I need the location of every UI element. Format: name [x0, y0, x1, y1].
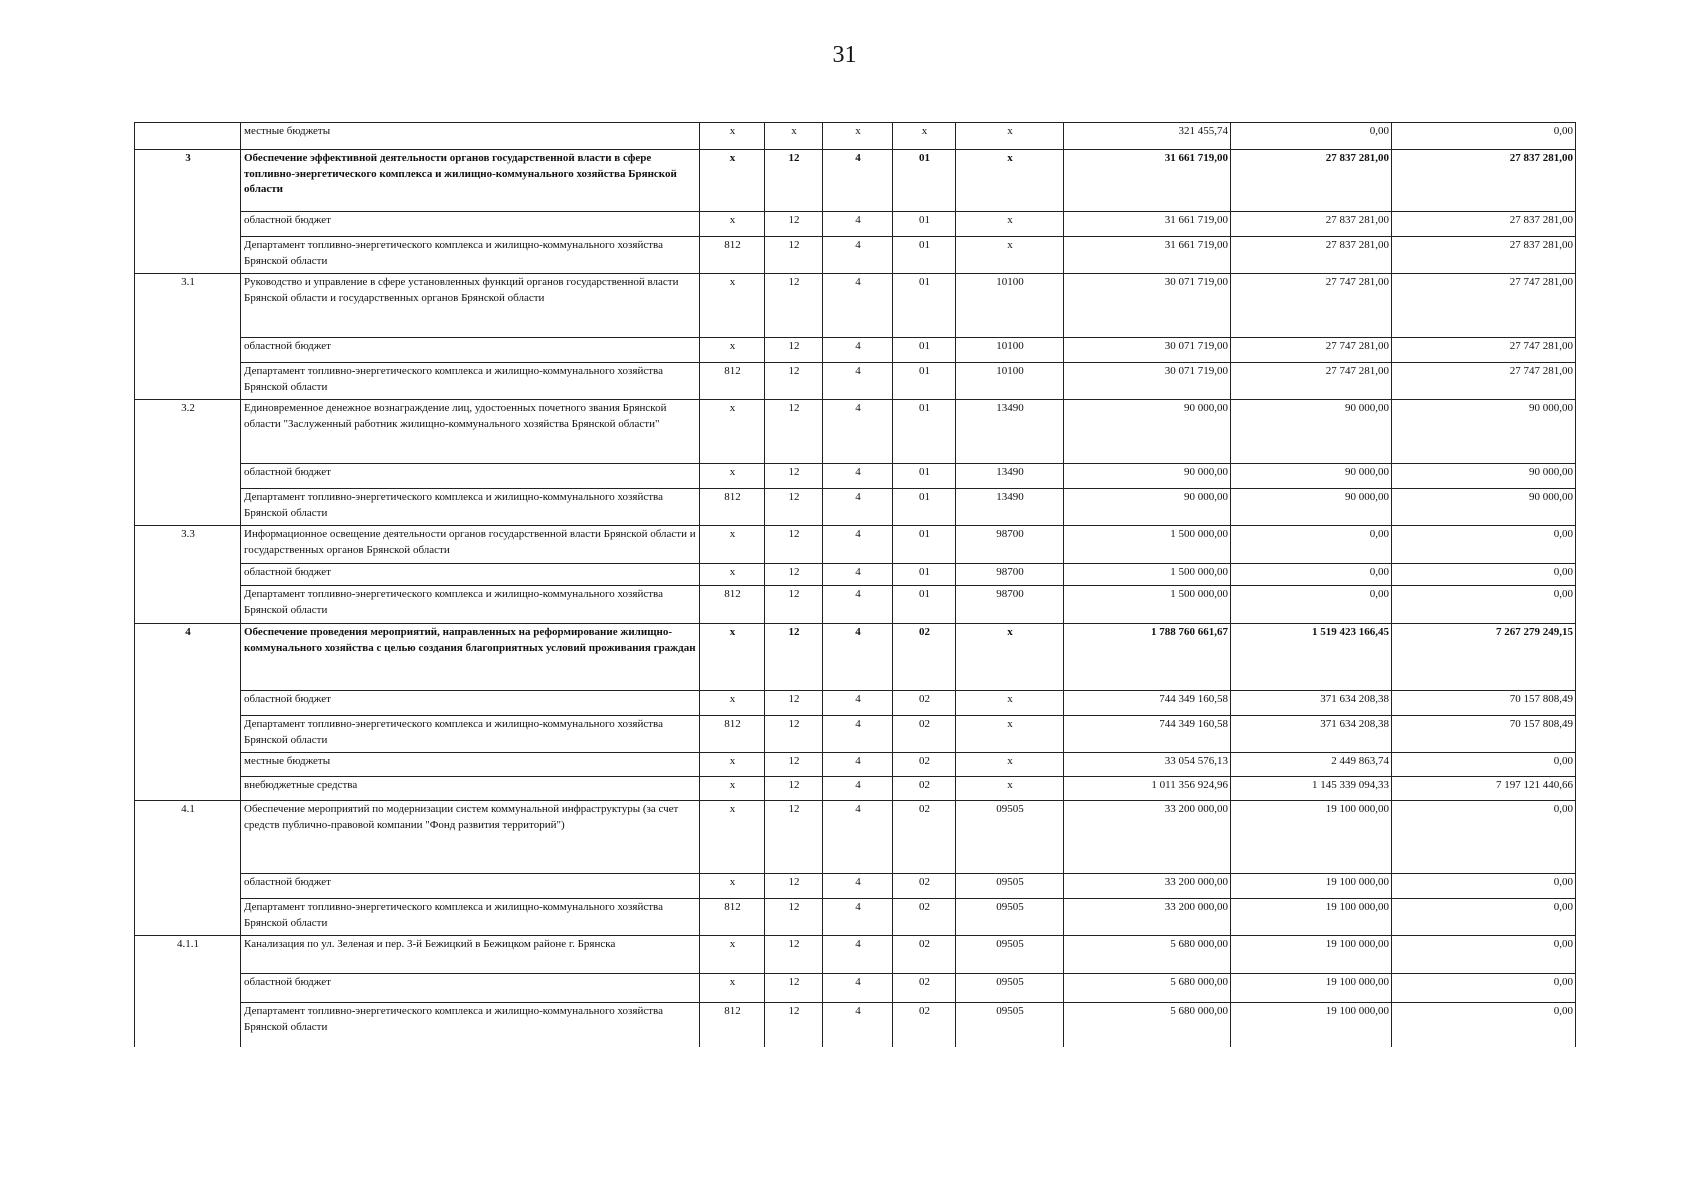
table-row: [135, 212, 1576, 237]
row-name: Обеспечение эффективной деятельности органов государственной власти в сфере топливно-энергетического комплекса и жилищно-коммунального хозяйства Брянской области: [241, 150, 700, 212]
code-gov: x: [700, 777, 765, 801]
amount-year-3: 0,00: [1392, 936, 1576, 974]
code-subprogram: 01: [893, 489, 956, 526]
code-subprogram: 01: [893, 274, 956, 338]
row-name: Канализация по ул. Зеленая и пер. 3-й Бежицкий в Бежицком районе г. Брянска: [241, 936, 700, 974]
code-direction: 98700: [956, 526, 1064, 564]
amount-year-2: 19 100 000,00: [1231, 1003, 1392, 1047]
code-program: 4: [823, 400, 893, 464]
code-program: 4: [823, 464, 893, 489]
amount-year-3: 70 157 808,49: [1392, 691, 1576, 716]
row-number: 3.2: [135, 400, 241, 464]
row-number: 4.1.1: [135, 936, 241, 974]
code-gov: x: [700, 123, 765, 150]
code-subprogram: 01: [893, 363, 956, 400]
code-section: 12: [765, 237, 823, 274]
amount-year-3: 7 197 121 440,66: [1392, 777, 1576, 801]
table-row: [135, 150, 1576, 212]
row-number: [135, 691, 241, 716]
code-section: 12: [765, 363, 823, 400]
code-direction: x: [956, 777, 1064, 801]
table-row: [135, 874, 1576, 899]
row-name: областной бюджет: [241, 338, 700, 363]
row-name: Департамент топливно-энергетического комплекса и жилищно-коммунального хозяйства Брянской области: [241, 363, 700, 400]
amount-year-3: 27 747 281,00: [1392, 363, 1576, 400]
amount-year-1: 90 000,00: [1064, 464, 1231, 489]
code-section: 12: [765, 874, 823, 899]
row-name: Департамент топливно-энергетического комплекса и жилищно-коммунального хозяйства Брянской области: [241, 1003, 700, 1047]
amount-year-1: 31 661 719,00: [1064, 150, 1231, 212]
code-direction: 10100: [956, 274, 1064, 338]
code-program: 4: [823, 899, 893, 936]
amount-year-1: 31 661 719,00: [1064, 237, 1231, 274]
code-program: 4: [823, 753, 893, 777]
code-subprogram: 01: [893, 212, 956, 237]
table-row: [135, 274, 1576, 338]
row-name: местные бюджеты: [241, 123, 700, 150]
amount-year-2: 27 747 281,00: [1231, 274, 1392, 338]
row-number: [135, 564, 241, 586]
code-section: 12: [765, 400, 823, 464]
code-subprogram: 01: [893, 338, 956, 363]
table-row: [135, 936, 1576, 974]
code-section: 12: [765, 338, 823, 363]
code-direction: 98700: [956, 586, 1064, 624]
code-subprogram: 02: [893, 936, 956, 974]
code-direction: 09505: [956, 801, 1064, 874]
table-row: [135, 363, 1576, 400]
code-direction: 09505: [956, 899, 1064, 936]
code-direction: 09505: [956, 874, 1064, 899]
row-name: Департамент топливно-энергетического комплекса и жилищно-коммунального хозяйства Брянской области: [241, 716, 700, 753]
amount-year-2: 0,00: [1231, 123, 1392, 150]
code-program: 4: [823, 801, 893, 874]
code-section: 12: [765, 274, 823, 338]
code-subprogram: 02: [893, 753, 956, 777]
amount-year-1: 33 200 000,00: [1064, 899, 1231, 936]
table-row: [135, 801, 1576, 874]
code-section: 12: [765, 777, 823, 801]
code-program: 4: [823, 150, 893, 212]
amount-year-1: 744 349 160,58: [1064, 691, 1231, 716]
budget-table: [134, 122, 1576, 1047]
table-row: [135, 716, 1576, 753]
code-direction: 09505: [956, 974, 1064, 1003]
code-program: 4: [823, 526, 893, 564]
row-number: [135, 123, 241, 150]
code-section: 12: [765, 212, 823, 237]
row-name: Информационное освещение деятельности органов государственной власти Брянской области и государственных органов Брянской области: [241, 526, 700, 564]
code-direction: x: [956, 753, 1064, 777]
table-row: [135, 338, 1576, 363]
row-number: 3: [135, 150, 241, 212]
code-subprogram: 01: [893, 237, 956, 274]
code-section: 12: [765, 586, 823, 624]
amount-year-3: 27 837 281,00: [1392, 212, 1576, 237]
table-row: [135, 974, 1576, 1003]
code-section: 12: [765, 899, 823, 936]
code-subprogram: 01: [893, 400, 956, 464]
amount-year-3: 0,00: [1392, 526, 1576, 564]
amount-year-3: 0,00: [1392, 974, 1576, 1003]
code-subprogram: 01: [893, 150, 956, 212]
code-subprogram: x: [893, 123, 956, 150]
table-row: [135, 1003, 1576, 1047]
row-name: областной бюджет: [241, 564, 700, 586]
page-number: 31: [832, 42, 857, 68]
amount-year-3: 0,00: [1392, 564, 1576, 586]
code-program: 4: [823, 363, 893, 400]
amount-year-2: 19 100 000,00: [1231, 801, 1392, 874]
code-gov: 812: [700, 716, 765, 753]
row-name: Департамент топливно-энергетического комплекса и жилищно-коммунального хозяйства Брянской области: [241, 237, 700, 274]
table-row: [135, 624, 1576, 691]
amount-year-3: 0,00: [1392, 899, 1576, 936]
row-number: [135, 363, 241, 400]
amount-year-2: 1 145 339 094,33: [1231, 777, 1392, 801]
table-row: [135, 691, 1576, 716]
amount-year-2: 90 000,00: [1231, 464, 1392, 489]
amount-year-3: 90 000,00: [1392, 400, 1576, 464]
code-gov: x: [700, 691, 765, 716]
code-section: 12: [765, 936, 823, 974]
code-direction: x: [956, 212, 1064, 237]
table-row: [135, 753, 1576, 777]
amount-year-1: 31 661 719,00: [1064, 212, 1231, 237]
code-direction: 10100: [956, 338, 1064, 363]
row-number: [135, 212, 241, 237]
amount-year-3: 0,00: [1392, 123, 1576, 150]
code-gov: x: [700, 274, 765, 338]
code-direction: x: [956, 716, 1064, 753]
table-row: [135, 564, 1576, 586]
code-program: 4: [823, 974, 893, 1003]
amount-year-1: 90 000,00: [1064, 489, 1231, 526]
code-section: 12: [765, 564, 823, 586]
code-program: 4: [823, 716, 893, 753]
code-subprogram: 02: [893, 1003, 956, 1047]
code-direction: 13490: [956, 489, 1064, 526]
code-direction: x: [956, 624, 1064, 691]
code-direction: x: [956, 150, 1064, 212]
amount-year-1: 33 200 000,00: [1064, 874, 1231, 899]
code-section: 12: [765, 691, 823, 716]
code-direction: 10100: [956, 363, 1064, 400]
amount-year-1: 1 500 000,00: [1064, 586, 1231, 624]
amount-year-3: 0,00: [1392, 1003, 1576, 1047]
amount-year-3: 7 267 279 249,15: [1392, 624, 1576, 691]
code-gov: 812: [700, 363, 765, 400]
row-number: [135, 899, 241, 936]
code-gov: 812: [700, 489, 765, 526]
code-subprogram: 02: [893, 716, 956, 753]
amount-year-3: 0,00: [1392, 874, 1576, 899]
row-name: Департамент топливно-энергетического комплекса и жилищно-коммунального хозяйства Брянской области: [241, 586, 700, 624]
code-subprogram: 02: [893, 801, 956, 874]
amount-year-1: 321 455,74: [1064, 123, 1231, 150]
row-name: Обеспечение мероприятий по модернизации систем коммунальной инфраструктуры (за счет средств публично-правовой компании "Фонд развития территорий"): [241, 801, 700, 874]
code-subprogram: 02: [893, 624, 956, 691]
amount-year-1: 5 680 000,00: [1064, 974, 1231, 1003]
code-gov: x: [700, 874, 765, 899]
amount-year-1: 1 788 760 661,67: [1064, 624, 1231, 691]
code-section: 12: [765, 526, 823, 564]
amount-year-1: 744 349 160,58: [1064, 716, 1231, 753]
amount-year-1: 30 071 719,00: [1064, 363, 1231, 400]
amount-year-1: 1 500 000,00: [1064, 526, 1231, 564]
row-name: областной бюджет: [241, 212, 700, 237]
code-program: 4: [823, 338, 893, 363]
amount-year-2: 27 747 281,00: [1231, 363, 1392, 400]
row-number: 3.3: [135, 526, 241, 564]
code-gov: x: [700, 212, 765, 237]
code-section: 12: [765, 753, 823, 777]
row-name: Единовременное денежное вознаграждение лиц, удостоенных почетного звания Брянской области "Заслуженный работник жилищно-коммунального хозяйства Брянской области": [241, 400, 700, 464]
code-subprogram: 01: [893, 464, 956, 489]
table-row: [135, 464, 1576, 489]
row-name: областной бюджет: [241, 464, 700, 489]
amount-year-2: 0,00: [1231, 586, 1392, 624]
code-direction: x: [956, 691, 1064, 716]
code-section: x: [765, 123, 823, 150]
code-section: 12: [765, 716, 823, 753]
amount-year-1: 1 011 356 924,96: [1064, 777, 1231, 801]
amount-year-2: 0,00: [1231, 564, 1392, 586]
table-row: [135, 586, 1576, 624]
table-row: [135, 526, 1576, 564]
row-name: Департамент топливно-энергетического комплекса и жилищно-коммунального хозяйства Брянской области: [241, 489, 700, 526]
row-number: 4: [135, 624, 241, 691]
table-row: [135, 123, 1576, 150]
code-gov: x: [700, 624, 765, 691]
code-direction: x: [956, 123, 1064, 150]
code-section: 12: [765, 624, 823, 691]
amount-year-2: 0,00: [1231, 526, 1392, 564]
amount-year-3: 90 000,00: [1392, 464, 1576, 489]
amount-year-1: 30 071 719,00: [1064, 274, 1231, 338]
code-program: 4: [823, 489, 893, 526]
code-gov: x: [700, 936, 765, 974]
amount-year-2: 27 837 281,00: [1231, 237, 1392, 274]
row-number: [135, 338, 241, 363]
table-row: [135, 489, 1576, 526]
row-name: местные бюджеты: [241, 753, 700, 777]
amount-year-2: 19 100 000,00: [1231, 936, 1392, 974]
row-name: областной бюджет: [241, 874, 700, 899]
row-number: [135, 777, 241, 801]
code-direction: 13490: [956, 400, 1064, 464]
code-section: 12: [765, 464, 823, 489]
amount-year-3: 70 157 808,49: [1392, 716, 1576, 753]
amount-year-3: 0,00: [1392, 586, 1576, 624]
code-subprogram: 02: [893, 777, 956, 801]
row-number: [135, 874, 241, 899]
code-direction: 13490: [956, 464, 1064, 489]
amount-year-3: 90 000,00: [1392, 489, 1576, 526]
code-section: 12: [765, 1003, 823, 1047]
code-subprogram: 02: [893, 974, 956, 1003]
code-program: x: [823, 123, 893, 150]
amount-year-2: 19 100 000,00: [1231, 974, 1392, 1003]
code-section: 12: [765, 489, 823, 526]
amount-year-2: 371 634 208,38: [1231, 691, 1392, 716]
code-gov: x: [700, 338, 765, 363]
amount-year-3: 27 747 281,00: [1392, 338, 1576, 363]
table-row: [135, 237, 1576, 274]
row-name: областной бюджет: [241, 974, 700, 1003]
row-number: [135, 464, 241, 489]
amount-year-2: 90 000,00: [1231, 489, 1392, 526]
amount-year-2: 27 837 281,00: [1231, 212, 1392, 237]
code-gov: 812: [700, 899, 765, 936]
row-name: внебюджетные средства: [241, 777, 700, 801]
code-section: 12: [765, 974, 823, 1003]
row-name: областной бюджет: [241, 691, 700, 716]
row-name: Руководство и управление в сфере установленных функций органов государственной власти Брянской области и государственных органов Брянской области: [241, 274, 700, 338]
code-program: 4: [823, 874, 893, 899]
code-gov: x: [700, 564, 765, 586]
amount-year-2: 27 837 281,00: [1231, 150, 1392, 212]
code-program: 4: [823, 777, 893, 801]
code-gov: x: [700, 801, 765, 874]
code-direction: x: [956, 237, 1064, 274]
code-subprogram: 02: [893, 874, 956, 899]
amount-year-1: 30 071 719,00: [1064, 338, 1231, 363]
code-gov: x: [700, 526, 765, 564]
amount-year-2: 2 449 863,74: [1231, 753, 1392, 777]
code-gov: x: [700, 753, 765, 777]
amount-year-1: 5 680 000,00: [1064, 936, 1231, 974]
row-number: 3.1: [135, 274, 241, 338]
row-name: Обеспечение проведения мероприятий, направленных на реформирование жилищно-коммунального хозяйства с целью создания благоприятных условий проживания граждан: [241, 624, 700, 691]
row-number: [135, 489, 241, 526]
code-program: 4: [823, 212, 893, 237]
code-program: 4: [823, 586, 893, 624]
code-program: 4: [823, 936, 893, 974]
amount-year-1: 33 054 576,13: [1064, 753, 1231, 777]
code-subprogram: 01: [893, 564, 956, 586]
amount-year-1: 5 680 000,00: [1064, 1003, 1231, 1047]
code-program: 4: [823, 274, 893, 338]
amount-year-1: 90 000,00: [1064, 400, 1231, 464]
code-gov: 812: [700, 1003, 765, 1047]
amount-year-1: 33 200 000,00: [1064, 801, 1231, 874]
code-program: 4: [823, 1003, 893, 1047]
code-gov: 812: [700, 586, 765, 624]
row-number: 4.1: [135, 801, 241, 874]
amount-year-2: 19 100 000,00: [1231, 899, 1392, 936]
code-gov: x: [700, 464, 765, 489]
code-gov: x: [700, 150, 765, 212]
row-name: Департамент топливно-энергетического комплекса и жилищно-коммунального хозяйства Брянской области: [241, 899, 700, 936]
code-gov: 812: [700, 237, 765, 274]
row-number: [135, 1003, 241, 1047]
code-program: 4: [823, 624, 893, 691]
amount-year-3: 27 837 281,00: [1392, 237, 1576, 274]
row-number: [135, 716, 241, 753]
row-number: [135, 974, 241, 1003]
table-row: [135, 899, 1576, 936]
code-direction: 09505: [956, 1003, 1064, 1047]
row-number: [135, 753, 241, 777]
amount-year-3: 27 747 281,00: [1392, 274, 1576, 338]
amount-year-2: 371 634 208,38: [1231, 716, 1392, 753]
row-number: [135, 586, 241, 624]
amount-year-2: 19 100 000,00: [1231, 874, 1392, 899]
code-direction: 98700: [956, 564, 1064, 586]
amount-year-2: 90 000,00: [1231, 400, 1392, 464]
amount-year-2: 1 519 423 166,45: [1231, 624, 1392, 691]
code-section: 12: [765, 150, 823, 212]
code-program: 4: [823, 237, 893, 274]
table-row: [135, 400, 1576, 464]
code-subprogram: 01: [893, 526, 956, 564]
code-section: 12: [765, 801, 823, 874]
code-program: 4: [823, 691, 893, 716]
amount-year-1: 1 500 000,00: [1064, 564, 1231, 586]
amount-year-3: 0,00: [1392, 753, 1576, 777]
row-number: [135, 237, 241, 274]
code-direction: 09505: [956, 936, 1064, 974]
table-row: [135, 777, 1576, 801]
code-subprogram: 02: [893, 691, 956, 716]
amount-year-3: 0,00: [1392, 801, 1576, 874]
amount-year-3: 27 837 281,00: [1392, 150, 1576, 212]
code-subprogram: 01: [893, 586, 956, 624]
code-subprogram: 02: [893, 899, 956, 936]
code-program: 4: [823, 564, 893, 586]
code-gov: x: [700, 974, 765, 1003]
table-body: [135, 123, 1576, 1047]
amount-year-2: 27 747 281,00: [1231, 338, 1392, 363]
code-gov: x: [700, 400, 765, 464]
